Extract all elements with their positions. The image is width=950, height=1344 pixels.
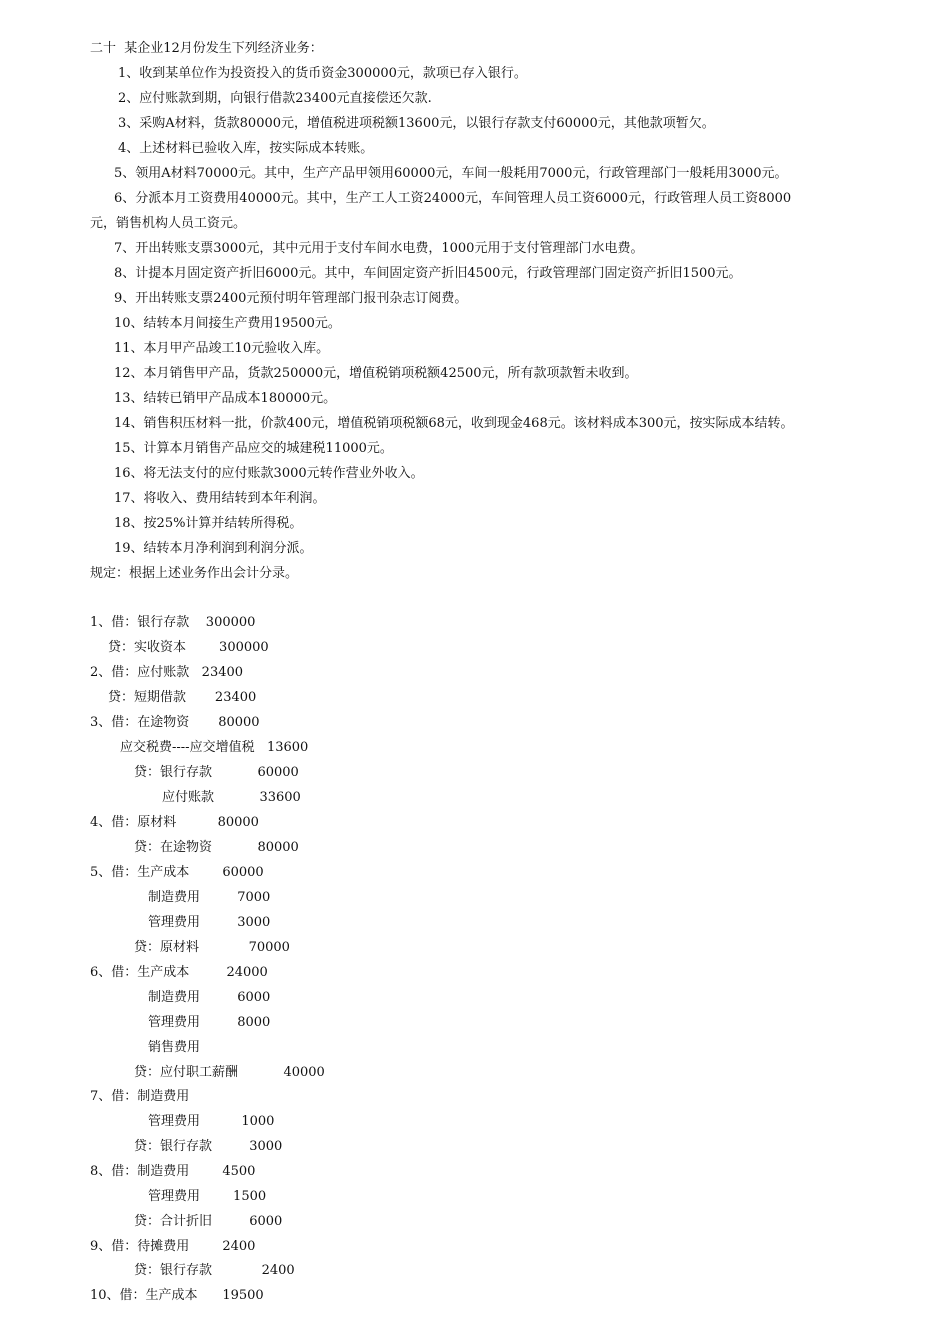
business-item: 6、分派本月工资费用40000元。其中，生产工人工资24000元，车间管理人员工资6000元，行政管理人员工资8000 [114, 191, 792, 206]
business-item: 8、计提本月固定资产折旧6000元。其中，车间固定资产折旧4500元，行政管理部门固定资产折旧1500元。 [114, 266, 742, 281]
journal-entry-line: 贷：实收资本 300000 [108, 640, 269, 655]
journal-entry-line: 贷：应付职工薪酬 40000 [134, 1065, 325, 1080]
journal-entry-line: 贷：在途物资 80000 [134, 840, 299, 855]
journal-entry-line: 2、借：应付账款 23400 [90, 665, 244, 680]
business-item: 19、结转本月净利润到利润分派。 [114, 541, 313, 556]
business-item: 11、本月甲产品竣工10元验收入库。 [114, 341, 330, 356]
business-item: 3、采购A材料，货款80000元，增值税进项税额13600元，以银行存款支付60000元，其他款项暂欠。 [118, 116, 715, 131]
journal-entry-line: 应付账款 33600 [162, 790, 301, 805]
journal-entry-line: 贷：合计折旧 6000 [134, 1214, 283, 1229]
business-item: 2、应付账款到期，向银行借款23400元直接偿还欠款. [118, 91, 432, 106]
journal-entry-line: 贷：原材料 70000 [134, 940, 290, 955]
journal-entry-line: 5、借：生产成本 60000 [90, 865, 264, 880]
journal-entry-line: 7、借：制造费用 [90, 1089, 190, 1104]
journal-entry-line: 3、借：在途物资 80000 [90, 715, 260, 730]
journal-entry-line: 1、借：银行存款 300000 [90, 615, 256, 630]
business-item: 7、开出转账支票3000元，其中元用于支付车间水电费，1000元用于支付管理部门水电费。 [114, 241, 644, 256]
journal-entry-line: 销售费用 [148, 1040, 201, 1055]
journal-entry-line: 10、借：生产成本 19500 [90, 1288, 264, 1303]
journal-entry-line: 应交税费----应交增值税 13600 [120, 740, 309, 755]
business-item: 4、上述材料已验收入库，按实际成本转账。 [118, 141, 374, 156]
business-item: 5、领用A材料70000元。其中，生产产品甲领用60000元，车间一般耗用7000元，行政管理部门一般耗用3000元。 [114, 166, 788, 181]
journal-entry-line: 管理费用 8000 [148, 1015, 271, 1030]
problem-heading: 二十 某企业12月份发生下列经济业务： [90, 41, 323, 56]
business-item: 14、销售积压材料一批，价款400元，增值税销项税额68元，收到现金468元。该材料成本300元，按实际成本结转。 [114, 416, 794, 431]
journal-entry-line: 贷：银行存款 60000 [134, 765, 299, 780]
journal-entry-line: 4、借：原材料 80000 [90, 815, 259, 830]
business-item: 9、开出转账支票2400元预付明年管理部门报刊杂志订阅费。 [114, 291, 468, 306]
journal-entry-line: 6、借：生产成本 24000 [90, 965, 268, 980]
business-item: 12、本月销售甲产品，货款250000元，增值税销项税额42500元，所有款项款暂未收到。 [114, 366, 638, 381]
journal-entry-line: 管理费用 1500 [148, 1189, 267, 1204]
journal-entry-line: 管理费用 1000 [148, 1114, 275, 1129]
business-item: 17、将收入、费用结转到本年利润。 [114, 491, 326, 506]
journal-entry-line: 制造费用 7000 [148, 890, 271, 905]
business-item-continuation: 元，销售机构人员工资元。 [90, 216, 247, 231]
journal-entry-line: 贷：银行存款 3000 [134, 1139, 283, 1154]
journal-entry-line: 制造费用 6000 [148, 990, 271, 1005]
journal-entry-line: 贷：短期借款 23400 [108, 690, 257, 705]
business-item: 1、收到某单位作为投资投入的货币资金300000元，款项已存入银行。 [118, 66, 527, 81]
business-item: 13、结转已销甲产品成本180000元。 [114, 391, 337, 406]
business-item: 16、将无法支付的应付账款3000元转作营业外收入。 [114, 466, 424, 481]
journal-entry-line: 9、借：待摊费用 2400 [90, 1239, 256, 1254]
business-item: 18、按25%计算并结转所得税。 [114, 516, 303, 531]
business-item: 15、计算本月销售产品应交的城建税11000元。 [114, 441, 393, 456]
journal-entry-line: 8、借：制造费用 4500 [90, 1164, 256, 1179]
journal-entry-line: 贷：银行存款 2400 [134, 1263, 295, 1278]
requirement-text: 规定：根据上述业务作出会计分录。 [90, 566, 299, 581]
journal-entry-line: 管理费用 3000 [148, 915, 271, 930]
business-item: 10、结转本月间接生产费用19500元。 [114, 316, 341, 331]
